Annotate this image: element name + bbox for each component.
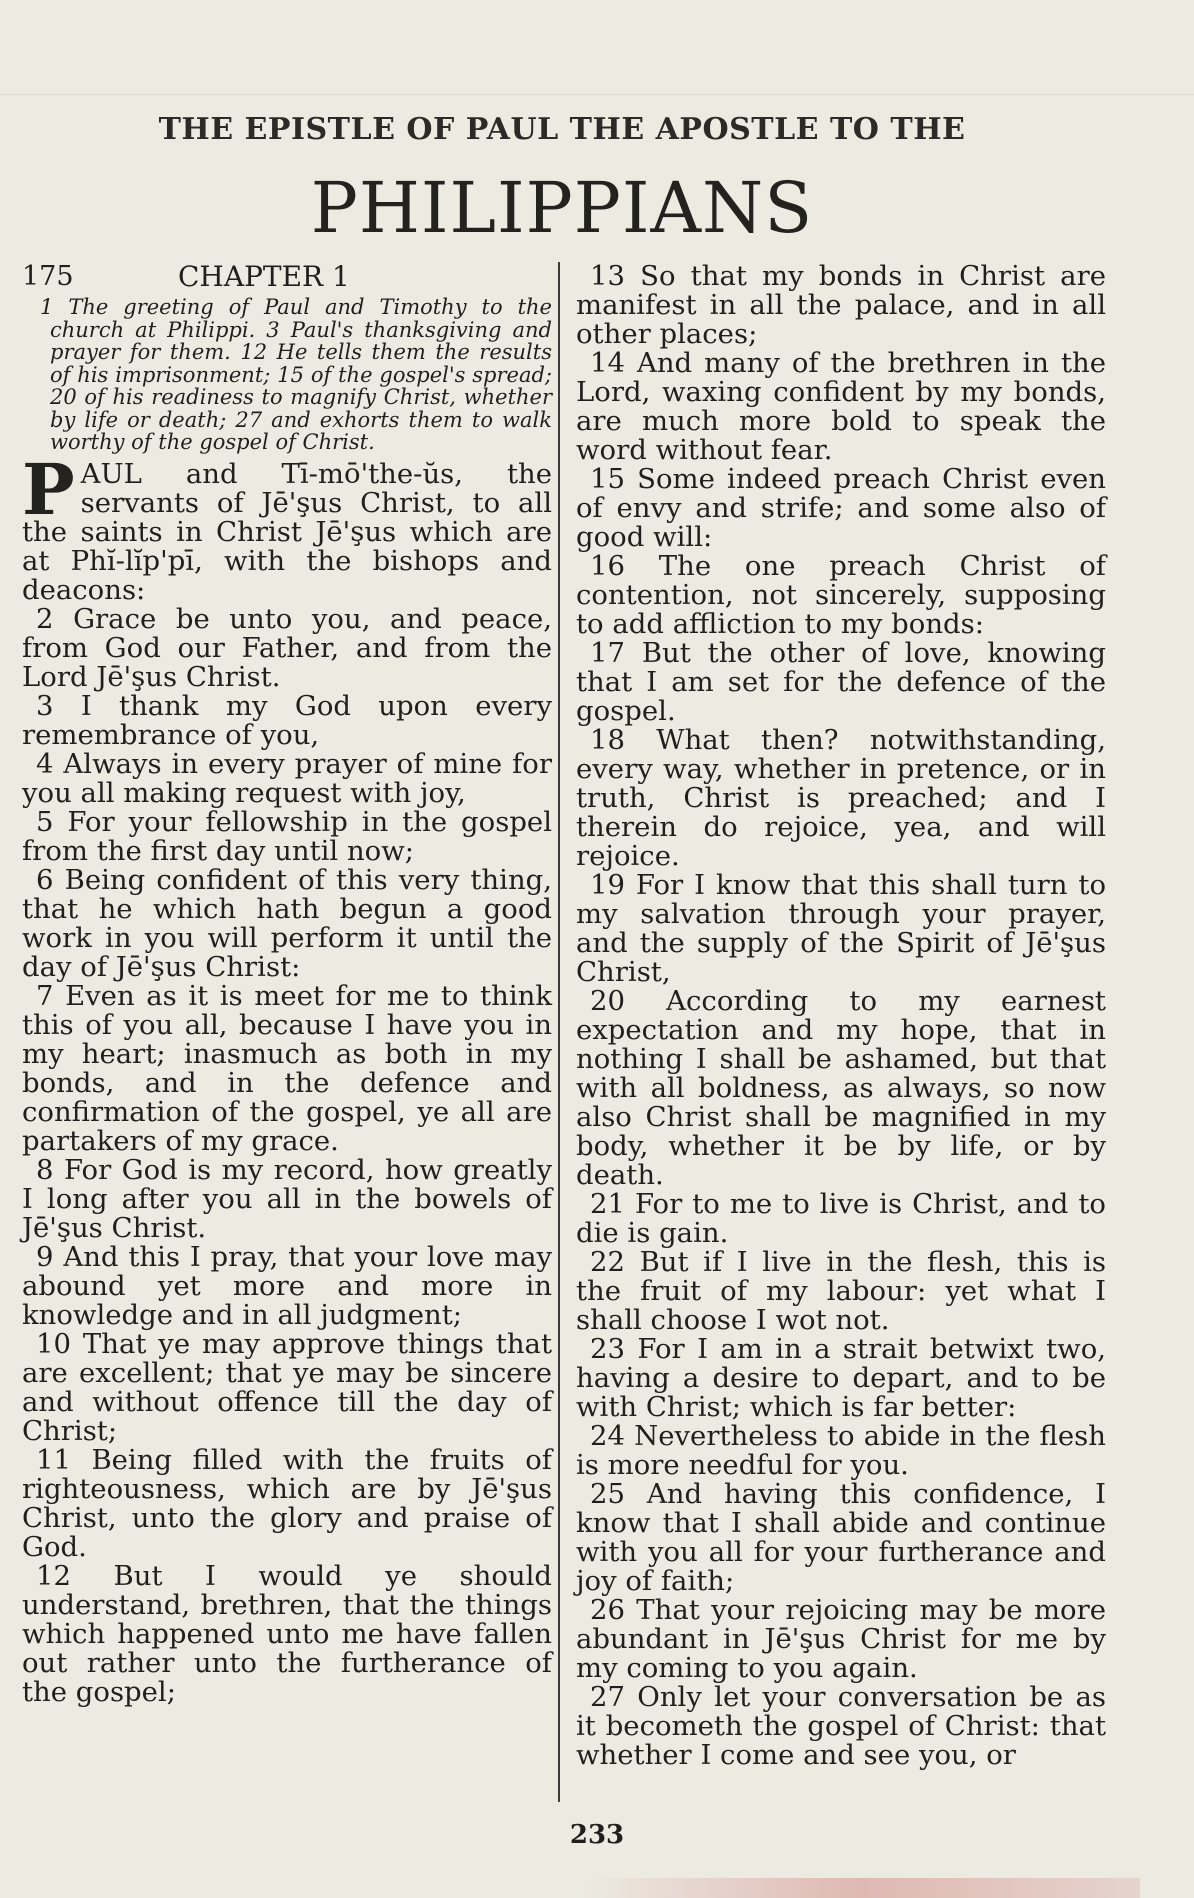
epistle-subtitle: THE EPISTLE OF PAUL THE APOSTLE TO THE [158, 112, 966, 147]
verse: 2 Grace be unto you, and peace, from God our Father, and from the Lord Jē'şus Christ. [22, 602, 552, 693]
verse: 9 And this I pray, that your love may abound yet more and more in knowledge and in all judgment; [22, 1240, 552, 1331]
verse: 18 What then? notwithstanding, every way, whether in pretence, or in truth, Christ is preached; and I therein do rejoice, yea, and will rejoice. [576, 724, 1106, 872]
verse: 3 I thank my God upon every remembrance of you, [22, 689, 552, 751]
verse: 10 That ye may approve things that are excellent; that ye may be sincere and without offence till the day of Christ; [22, 1327, 552, 1447]
column-divider [558, 262, 560, 1802]
verse: 5 For your fellowship in the gospel from the first day until now; [22, 805, 552, 867]
verse [22, 447, 552, 606]
verse: 16 The one preach Christ of contention, not sincerely, supposing to add affliction to my bonds: [576, 550, 1106, 640]
verse: 20 According to my earnest expectation and my hope, that in nothing I shall be ashamed, but that with all boldness, as always, so now also Christ shall be magnified in my body, whether it be by life, or by death. [576, 985, 1106, 1191]
chapter-title: CHAPTER 1 [178, 260, 350, 293]
bleed-through-header [0, 48, 1194, 95]
page-stain [580, 1878, 1140, 1898]
verse: 23 For I am in a strait betwixt two, having a desire to depart, and to be with Christ; which is far better: [576, 1333, 1106, 1423]
verse: 17 But the other of love, knowing that I am set for the defence of the gospel. [576, 637, 1106, 727]
verse: 27 Only let your conversation be as it becometh the gospel of Christ: that whether I come and see you, or [576, 1681, 1106, 1771]
verse: 11 Being filled with the fruits of righteousness, which are by Jē'şus Christ, unto the glory and praise of God. [22, 1443, 552, 1563]
left-column [22, 262, 552, 1707]
verse: 19 For I know that this shall turn to my salvation through your prayer, and the supply of the Spirit of Jē'şus Christ, [576, 869, 1106, 988]
verse: 25 And having this confidence, I know that I shall abide and continue with you all for your furtherance and joy of faith; [576, 1478, 1106, 1597]
verse: 15 Some indeed preach Christ even of envy and strife; and some also of good will: [576, 463, 1106, 553]
verse-text: AUL and Tī-mō'the-ŭs, the servants of Jē'şus Christ, to all the saints in Christ Jē'şus which are at Phĭ-lĭp'pī, with the bishops and deacons: [22, 457, 552, 606]
verse: 21 For to me to live is Christ, and to die is gain. [576, 1188, 1106, 1249]
verse: 8 For God is my record, how greatly I long after you all in the bowels of Jē'şus Christ. [22, 1153, 552, 1244]
chapter-summary: 1 The greeting of Paul and Timothy to the church at Philippi. 3 Paul's thanksgiving and prayer for them. 12 He tells them the results of his imprisonment; 15 of the gospel's spread; 20 of his readiness to magnify Christ, whether by life or death; 27 and exhorts them to walk worthy of the gospel of Christ. [40, 295, 552, 454]
verse: 4 Always in every prayer of mine for you all making request with joy, [22, 747, 552, 809]
right-column [576, 262, 1106, 1770]
drop-cap: P [22, 447, 75, 531]
verse: 26 That your rejoicing may be more abundant in Jē'şus Christ for me by my coming to you again. [576, 1594, 1106, 1684]
verse: 24 Nevertheless to abide in the flesh is more needful for you. [576, 1420, 1106, 1481]
verse: 13 So that my bonds in Christ are manifest in all the palace, and in all other places; [576, 260, 1106, 350]
book-title: PHILIPPIANS [310, 167, 814, 249]
chapter-heading [22, 262, 552, 294]
verse: 6 Being confident of this very thing, that he which hath begun a good work in you will perform it until the day of Jē'şus Christ: [22, 863, 552, 983]
verse: 7 Even as it is meet for me to think this of you all, because I have you in my heart; inasmuch as both in my bonds, and in the defence and confirmation of the gospel, ye all are partakers of my grace. [22, 979, 552, 1157]
page-number: 233 [569, 1820, 625, 1850]
verse: 12 But I would ye should understand, brethren, that the things which happened unto me have fallen out rather unto the furtherance of the gospel; [22, 1559, 552, 1708]
column-number: 175 [22, 261, 74, 292]
verse: 14 And many of the brethren in the Lord, waxing confident by my bonds, are much more bold to speak the word without fear. [576, 347, 1106, 466]
verse: 22 But if I live in the flesh, this is the fruit of my labour: yet what I shall choose I wot not. [576, 1246, 1106, 1336]
